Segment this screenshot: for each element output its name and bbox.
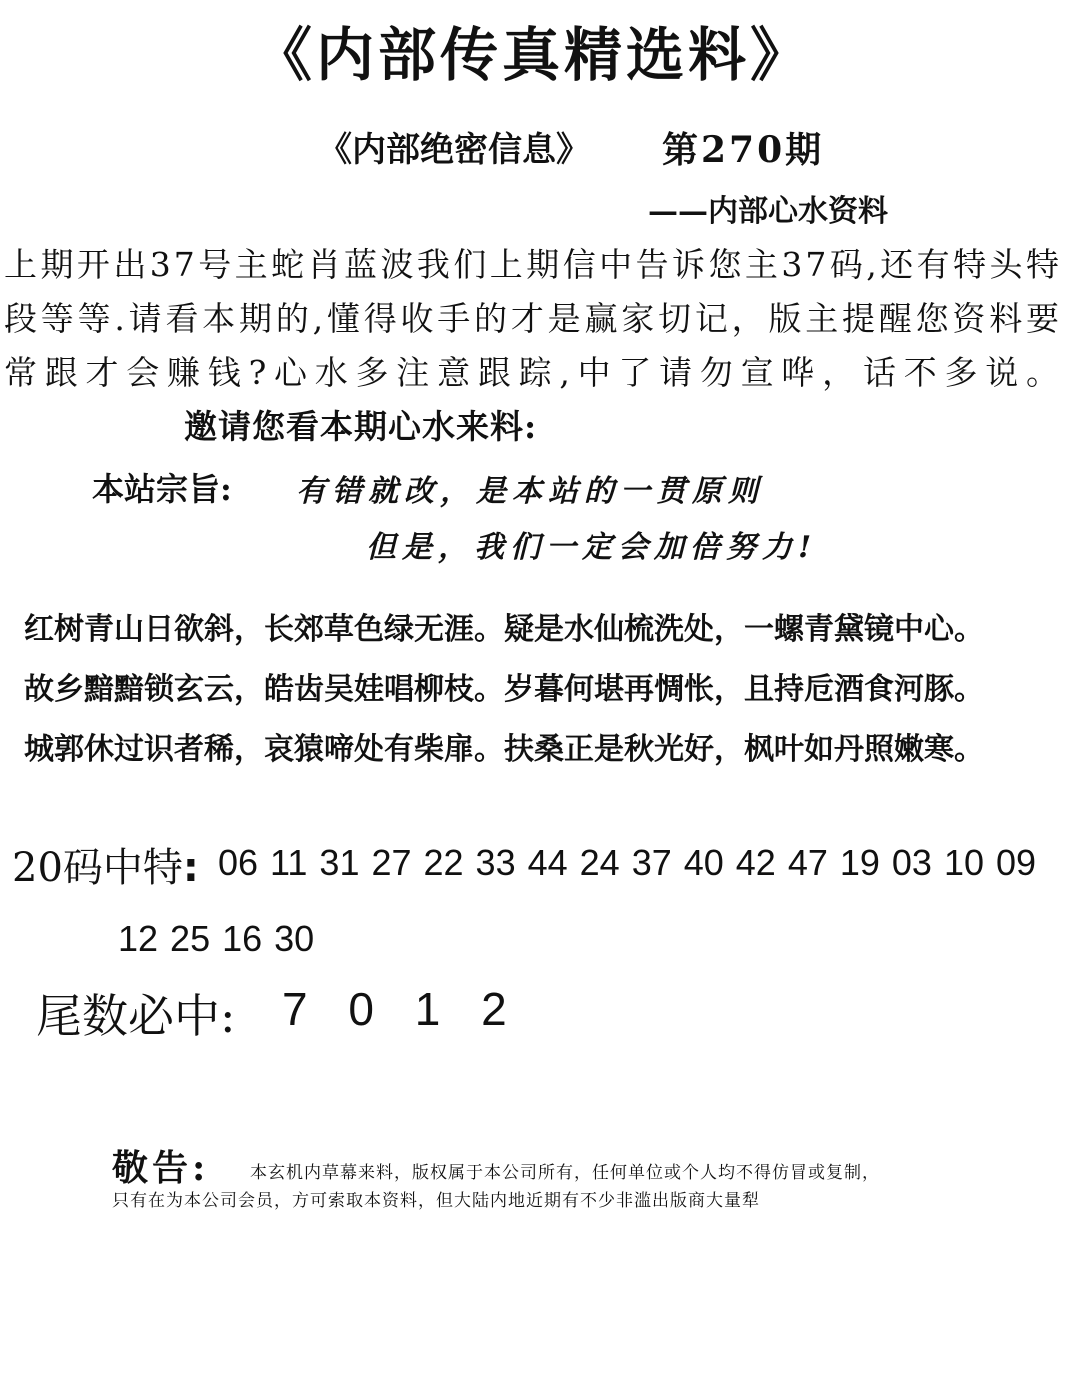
tail-label: 尾数必中:	[36, 989, 236, 1043]
intro-paragraph	[4, 238, 1062, 454]
source-label: ——内部心水资料	[648, 194, 888, 229]
notice-label: 敬告:	[112, 1147, 210, 1189]
invite-text: 邀请您看本期心水来料:	[184, 407, 538, 446]
notice-line-1: 本玄机内草幕来料，版权属于本公司所有，任何单位或个人均不得仿冒或复制，	[250, 1163, 880, 1183]
codes-label-text: 20码中特	[12, 845, 183, 891]
poem-block	[24, 600, 984, 780]
codes-label	[12, 836, 199, 893]
poem-line: 城郭休过识者稀，哀猿啼处有柴扉。扶桑正是秋光好，枫叶如丹照嫩寒。	[24, 732, 984, 767]
motto-line-1: 有错就改，是本站的一贯原则	[296, 474, 764, 509]
intro-text: 上期开出37号主蛇肖蓝波我们上期信中告诉您主37码,还有特头特段等等.请看本期的,懂得收手的才是赢家切记，版主提醒您资料要常跟才会赚钱?心水多注意跟踪,中了请勿宣哗，话不多说。	[4, 245, 1062, 392]
motto-line-2: 但是，我们一定会加倍努力!	[366, 530, 818, 565]
notice-line-2: 只有在为本公司会员，方可索取本资料，但大陆内地近期有不少非滥出版商大量犁	[112, 1191, 760, 1211]
subtitle: 《内部绝密信息》	[318, 130, 590, 170]
page-title: 《内部传真精选料》	[253, 21, 812, 89]
motto-label: 本站宗旨:	[92, 470, 232, 508]
poem-line: 故乡黯黯锁玄云，皓齿吴娃唱柳枝。岁暮何堪再惆怅，且持卮酒食河豚。	[24, 672, 984, 707]
codes-colon: :	[182, 845, 199, 891]
codes-line-2: 12 25 16 30	[118, 918, 315, 959]
poem-line: 红树青山日欲斜，长郊草色绿无涯。疑是水仙梳洗处，一螺青黛镜中心。	[24, 612, 984, 647]
codes-line-1: 06 11 31 27 22 33 44 24 37 40 42 47 19 03 10 09	[218, 842, 1037, 883]
issue-number: 第270期	[662, 129, 825, 171]
tail-digits: 7 0 1 2	[282, 983, 507, 1035]
